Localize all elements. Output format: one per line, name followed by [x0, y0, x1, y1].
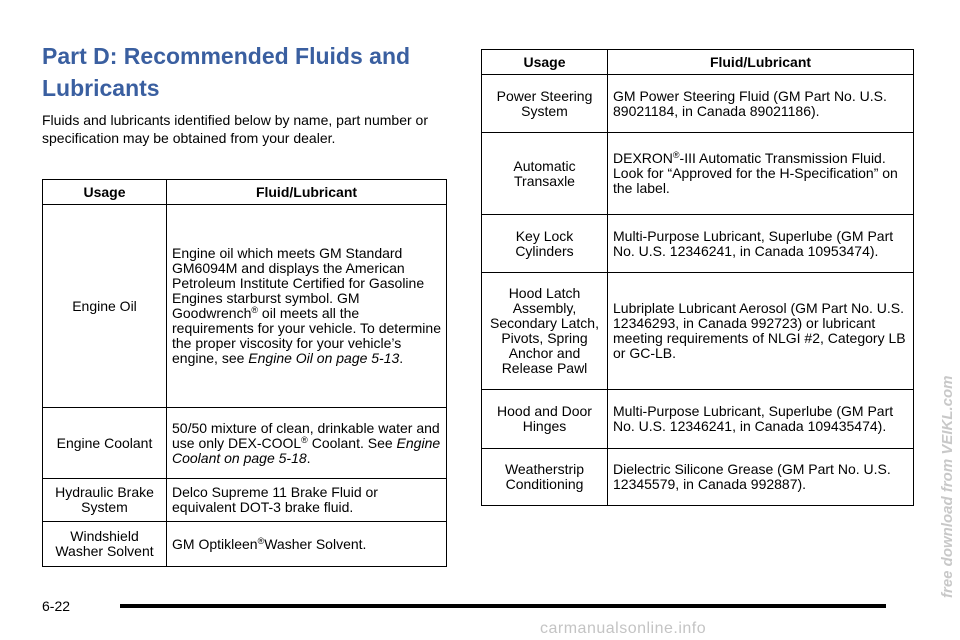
table-row [482, 390, 914, 449]
usage-column-header: Usage [482, 50, 608, 75]
registered-mark: ® [257, 535, 265, 546]
cross-reference: Engine Coolant on page 5-18 [172, 434, 441, 466]
fluid-column-header: Fluid/Lubricant [167, 180, 447, 205]
fluid-cell [167, 408, 447, 479]
table-row [43, 522, 447, 567]
fluid-text [172, 420, 440, 466]
fluid-cell [608, 273, 914, 390]
text-run: DEXRON [613, 150, 673, 166]
text-run: . [306, 449, 311, 466]
fluid-cell [167, 205, 447, 408]
watermark-graphic [928, 340, 960, 600]
registered-mark: ® [251, 305, 259, 315]
usage-cell: Weatherstrip Conditioning [482, 449, 608, 506]
text-run: Dielectric Silicone Grease (GM Part No. U.S. 12345579, in Canada 992887). [613, 461, 891, 492]
fluid-text [613, 228, 893, 259]
registered-mark: ® [301, 434, 308, 445]
fluid-text [172, 245, 441, 366]
fluid-cell [608, 215, 914, 273]
fluid-cell [608, 133, 914, 215]
text-run: Coolant. See [307, 434, 397, 451]
table-header-row [43, 180, 447, 205]
usage-cell: Engine Coolant [43, 408, 167, 479]
text-run: 50/50 mixture of clean, drinkable water and use only DEX-COOL [172, 419, 440, 451]
text-run: GM Power Steering Fluid (GM Part No. U.S. 89021184, in Canada 89021186). [613, 87, 887, 119]
fluid-cell [608, 390, 914, 449]
fluid-cell [167, 479, 447, 522]
fluid-cell [608, 75, 914, 133]
page-title: Part D: Recommended Fluids and Lubricants [42, 43, 411, 101]
fluid-text [613, 461, 891, 492]
table-row [482, 133, 914, 215]
footer-rule [120, 604, 886, 608]
fluid-text [172, 536, 366, 552]
fluid-text [172, 484, 378, 515]
text-run: -III Automatic Transmission Fluid. Look for “Approved for the H-Specification” on the label. [613, 150, 898, 196]
text-run: Washer Solvent. [264, 535, 367, 552]
text-run: GM Optikleen [172, 535, 258, 552]
text-run: oil meets all the requirements for your vehicle. To determine the proper viscosity for your vehicle’s engine, see [172, 305, 441, 366]
fluid-text [613, 403, 893, 434]
text-run: Multi-Purpose Lubricant, Superlube (GM Part No. U.S. 12346241, in Canada 10953474). [613, 227, 894, 259]
veikl-watermark [928, 340, 960, 600]
usage-cell: Automatic Transaxle [482, 133, 608, 215]
table-row [482, 449, 914, 506]
usage-cell: Key Lock Cylinders [482, 215, 608, 273]
usage-cell: Hood and Door Hinges [482, 390, 608, 449]
table-row [482, 75, 914, 133]
text-run: Engine oil which meets GM Standard GM6094M and displays the American Petroleum Institute Certified for Gasoline Engines starburst symbol. GM Goodwrench [172, 245, 425, 321]
fluid-cell [608, 449, 914, 506]
table-row [43, 408, 447, 479]
fluids-table-left [42, 179, 447, 567]
usage-cell: Hydraulic Brake System [43, 479, 167, 522]
fluid-column-header: Fluid/Lubricant [608, 50, 914, 75]
fluid-cell [167, 522, 447, 567]
text-run: Delco Supreme 11 Brake Fluid or equivalent DOT-3 brake fluid. [172, 484, 378, 515]
registered-mark: ® [672, 150, 680, 160]
watermark-text: free download from VEIKL.com [939, 375, 956, 598]
fluid-text [613, 300, 906, 361]
fluid-text [613, 150, 898, 196]
fluid-text [613, 88, 887, 119]
cross-reference: Engine Oil on page 5-13 [248, 350, 400, 366]
table-row [43, 205, 447, 408]
table-row [482, 273, 914, 390]
text-run: . [399, 350, 404, 366]
table-row [482, 215, 914, 273]
usage-cell: Power Steering System [482, 75, 608, 133]
page-number: 6-22 [42, 598, 71, 614]
usage-cell: Engine Oil [43, 205, 167, 408]
fluids-table-right [481, 49, 914, 506]
usage-cell: Hood Latch Assembly, Secondary Latch, Pivots, Spring Anchor and Release Pawl [482, 273, 608, 390]
table-row [43, 479, 447, 522]
table-header-row [482, 50, 914, 75]
usage-column-header: Usage [43, 180, 167, 205]
usage-cell: Windshield Washer Solvent [43, 522, 167, 567]
intro-paragraph: Fluids and lubricants identified below by name, part number or specification may be obtained from your dealer. [42, 112, 428, 146]
text-run: Multi-Purpose Lubricant, Superlube (GM Part No. U.S. 12346241, in Canada 109435474). [613, 403, 894, 434]
site-footer-text: carmanualsonline.info [540, 620, 707, 637]
text-run: Lubriplate Lubricant Aerosol (GM Part No. U.S. 12346293, in Canada 992723) or lubricant meeting requirements of NLGI #2, Category LB or GC-LB. [613, 300, 906, 361]
